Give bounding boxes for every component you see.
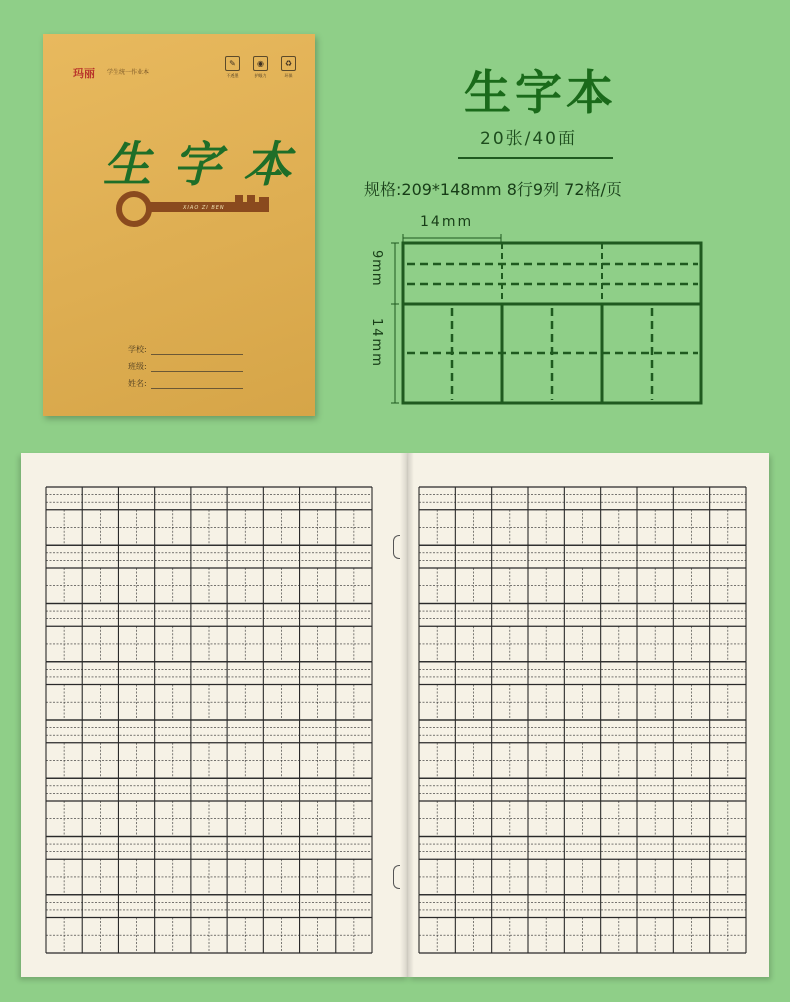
spec-text: 规格:209*148mm 8行9列 72格/页 bbox=[364, 180, 622, 199]
dimension-cell-height-label: 14mm bbox=[369, 318, 384, 368]
name-field: 姓名: bbox=[128, 372, 243, 389]
staple-bottom bbox=[393, 865, 400, 889]
eye-icon: ◉ bbox=[253, 56, 268, 71]
notebook-cover bbox=[43, 34, 315, 416]
cover-title bbox=[103, 126, 291, 195]
writing-grid-left bbox=[21, 453, 409, 977]
cover-title-char: 生 bbox=[103, 137, 152, 193]
title-divider bbox=[458, 157, 613, 159]
dimension-pinyin-height-label: 9mm bbox=[369, 250, 384, 287]
product-title: 生字本 bbox=[464, 66, 617, 121]
writing-grid-right bbox=[408, 453, 769, 977]
product-subtitle: 20张/40面 bbox=[480, 129, 577, 149]
pencil-icon: ✎ bbox=[225, 56, 240, 71]
badge-eco: ♻ 环保 bbox=[279, 56, 298, 79]
staple-top bbox=[393, 535, 400, 559]
recycle-icon: ♻ bbox=[281, 56, 296, 71]
badge-eye-care: ◉ 护眼力 bbox=[251, 56, 270, 79]
brand-logo: 玛丽 bbox=[73, 67, 95, 80]
brand-description: 学生统一作业本 bbox=[107, 69, 150, 76]
cover-title-char: 本 bbox=[243, 137, 292, 193]
class-field: 班级: bbox=[128, 355, 243, 372]
dimension-width-label: 14mm bbox=[420, 214, 474, 230]
notebook-page-left bbox=[21, 453, 409, 977]
school-field: 学校: bbox=[128, 338, 243, 355]
cover-fields bbox=[128, 338, 243, 389]
feature-badges bbox=[223, 56, 298, 79]
cover-title-char: 字 bbox=[173, 137, 222, 193]
key-pinyin: XIAO ZI BEN bbox=[183, 205, 225, 211]
notebook-page-right bbox=[408, 453, 769, 977]
grid-diagram bbox=[380, 228, 710, 413]
notebook-spine bbox=[400, 453, 414, 977]
badge-no-bleed: ✎ 不透墨 bbox=[223, 56, 242, 79]
